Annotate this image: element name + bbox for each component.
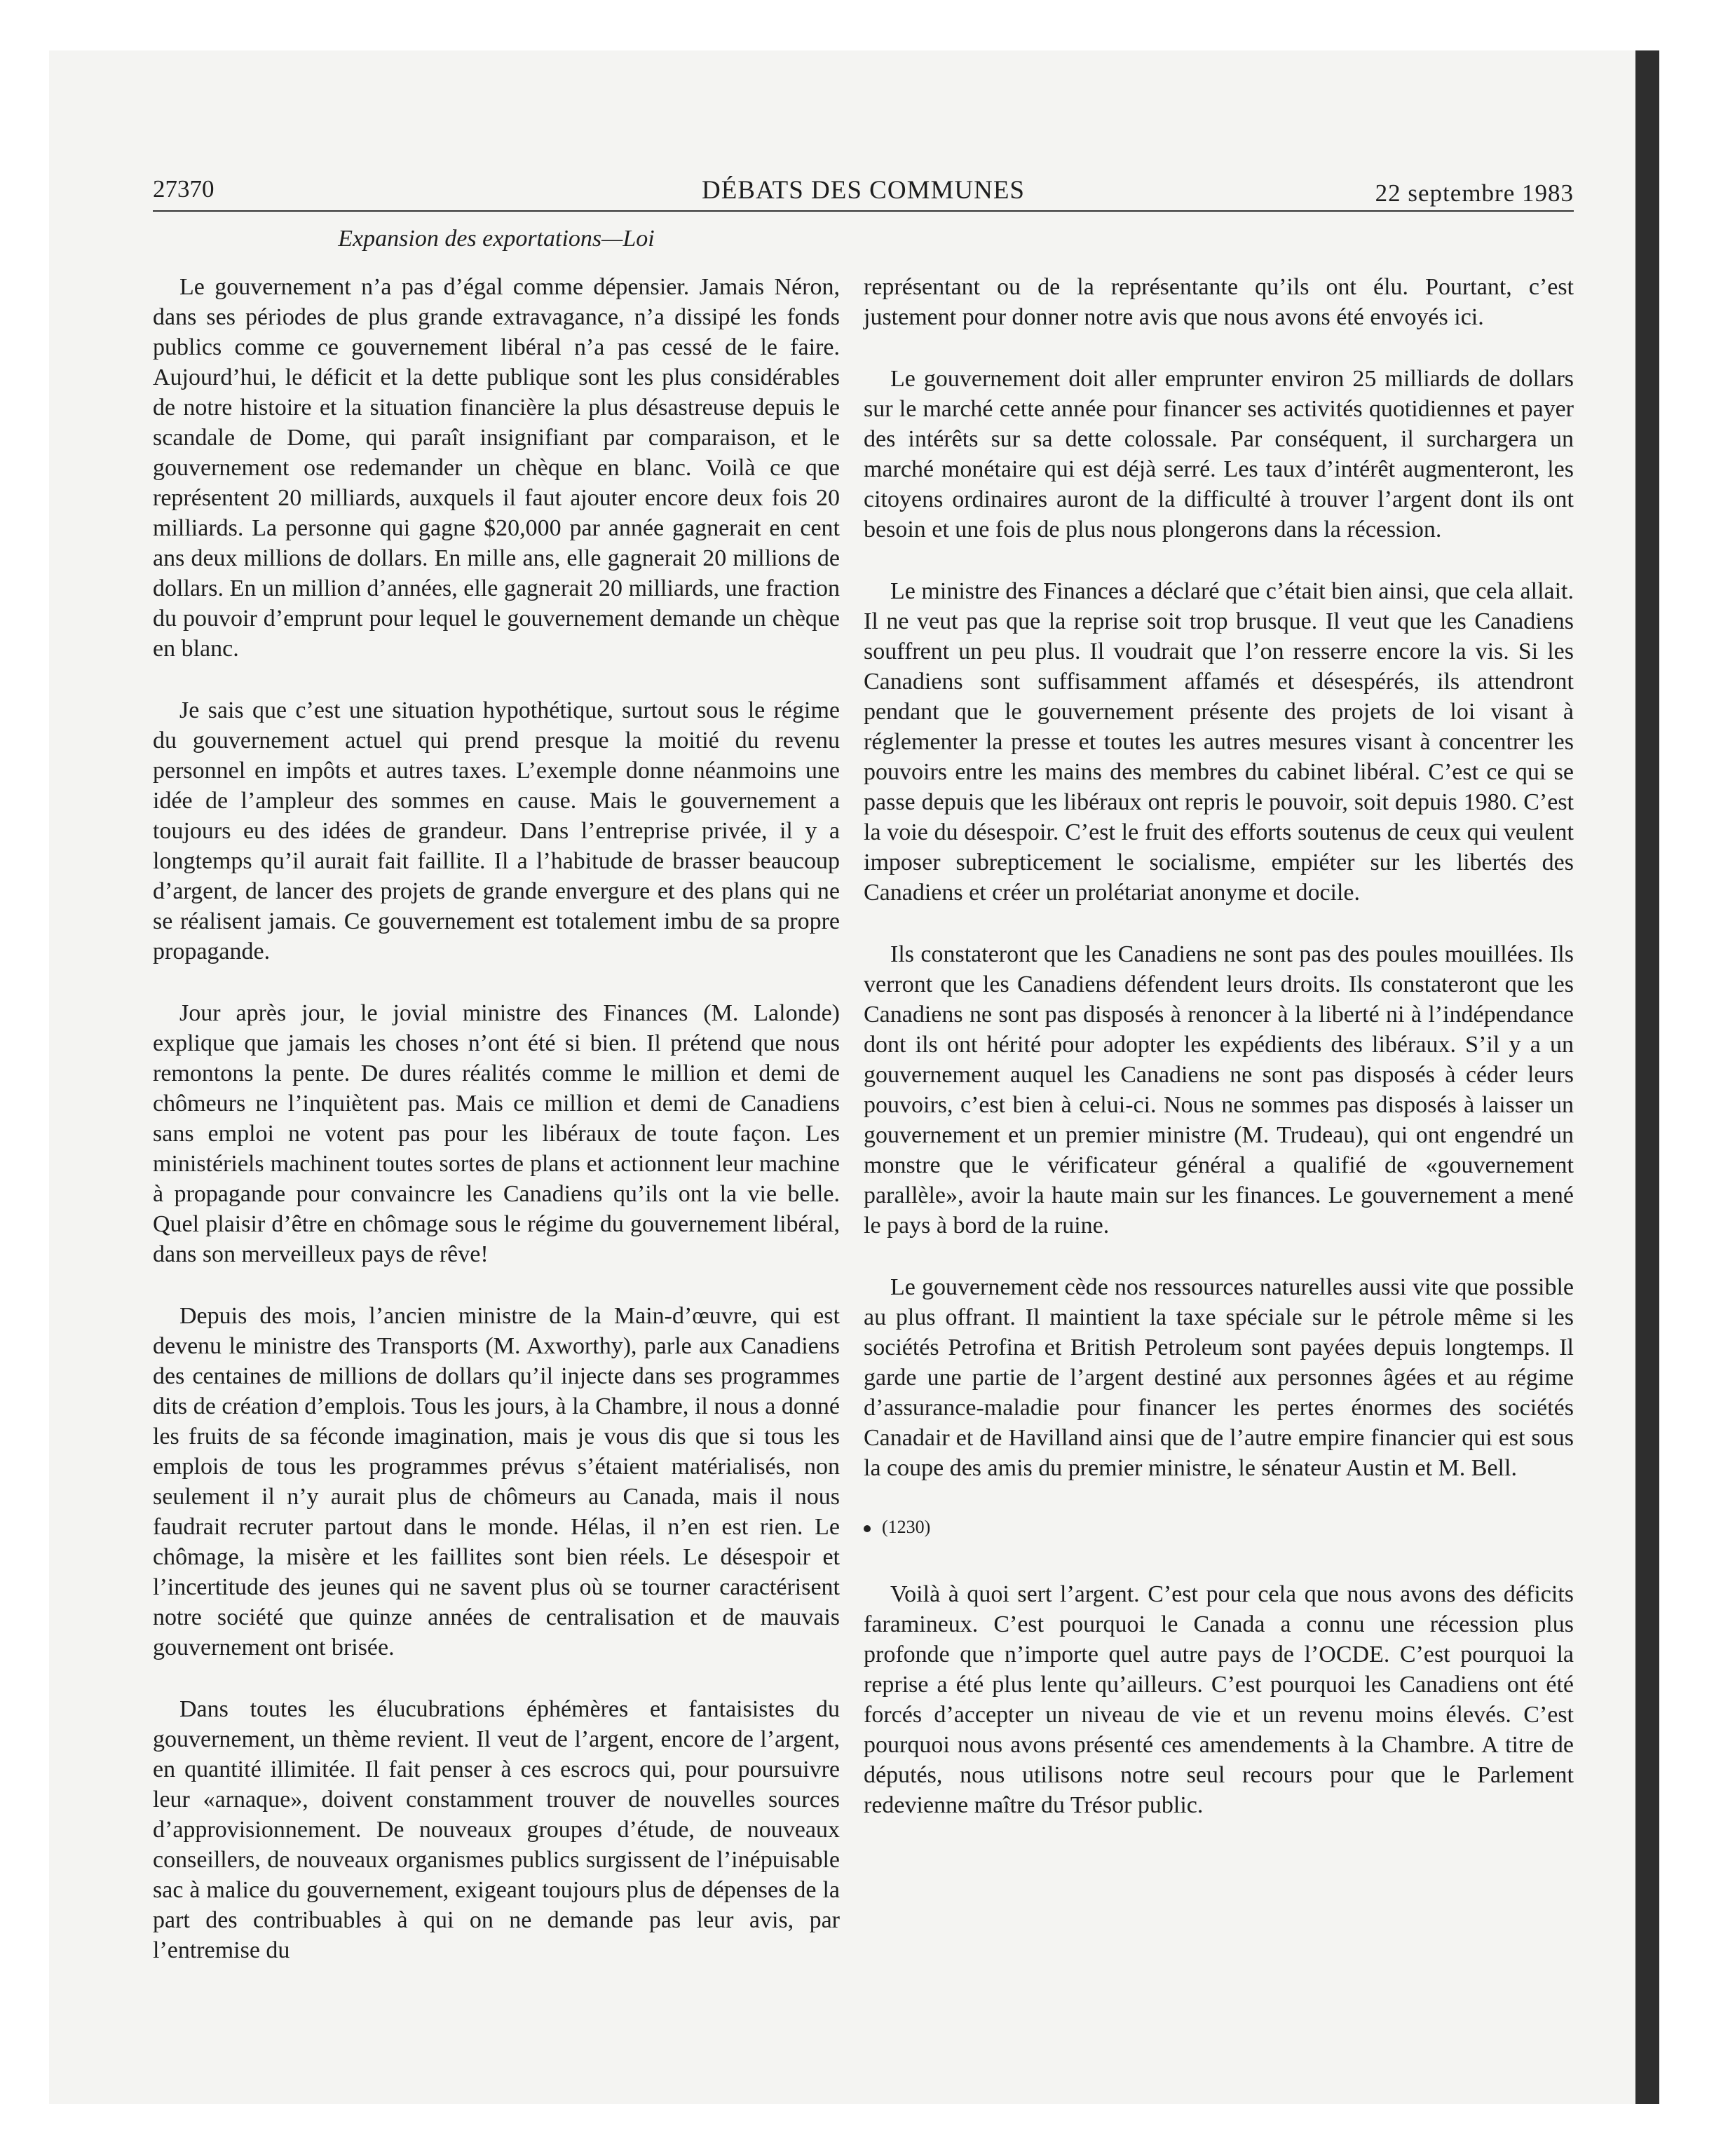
time-marker-label: (1230) xyxy=(882,1517,931,1537)
paragraph: Voilà à quoi sert l’argent. C’est pour cela que nous avons des déficits faramineux. C’est pourquoi le Canada a connu une récession plus profonde que n’importe quel autre pays de l’OCDE. C’est pourquoi la reprise a été plus lente qu’ailleurs. C’est pourquoi les Canadiens ont été forcés d’accepter un niveau de vie et un revenu moins élevés. C’est pourquoi nous avons présenté ces amendements à la Chambre. A titre de députés, nous utilisons notre seul recours pour que le Parlement redevienne maître du Trésor public. xyxy=(864,1581,1574,1818)
paragraph: Le gouvernement n’a pas d’égal comme dépensier. Jamais Néron, dans ses périodes de plus grande extravagance, n’a dissipé les fonds publics comme ce gouvernement libéral n’a pas cessé de le faire. Aujourd’hui, le déficit et la dette publique sont les plus considérables de notre histoire et la situation financière la plus désastreuse depuis le scandale de Dome, qui paraît insignifiant par comparaison, et le gouvernement ose redemander un chèque en blanc. Voilà ce que représentent 20 milliards, auxquels il faut ajouter encore deux fois 20 milliards. La personne qui gagne $20,000 par année gagnerait en cent ans deux millions de dollars. En mille ans, elle gagnerait 20 millions de dollars. En un million d’années, elle gagnerait 20 milliards, une fraction du pouvoir d’emprunt pour lequel le gouvernement demande un chèque en blanc. xyxy=(153,274,840,662)
page-header xyxy=(153,175,1574,212)
issue-date: 22 septembre 1983 xyxy=(1375,179,1574,207)
left-column xyxy=(153,272,840,1997)
paragraph: Depuis des mois, l’ancien ministre de la Main-d’œuvre, qui est devenu le ministre des Transports (M. Axworthy), parle aux Canadiens des centaines de millions de dollars qu’il injecte dans ses programmes dits de création d’emplois. Tous les jours, à la Chambre, il nous a donné les fruits de sa féconde imagination, mais je vous dis que si tous les emplois de tous les programmes prévus s’étaient matérialisés, non seulement il n’y aurait plus de chômeurs au Canada, mais il nous faudrait recruter partout dans le monde. Hélas, il n’en est rien. Le chômage, la misère et les faillites sont bien réels. Le désespoir et l’incertitude des jeunes qui ne savent plus où se tourner caractérisent notre société que quinze années de centralisation et de mauvais gouvernement ont brisée. xyxy=(153,1303,840,1660)
paragraph-continuation: représentant ou de la représentante qu’ils ont élu. Pourtant, c’est justement pour donner notre avis que nous avons été envoyés ici. xyxy=(864,274,1574,330)
time-marker xyxy=(864,1512,1574,1542)
paragraph: Le ministre des Finances a déclaré que c’était bien ainsi, que cela allait. Il ne veut pas que la reprise soit trop brusque. Il veut que les Canadiens souffrent un peu plus. Il voudrait que l’on resserre encore la vis. Si les Canadiens sont suffisamment affamés et désespérés, ils attendront pendant que le gouvernement présente des projets de loi visant à réglementer la presse et toutes les autres mesures visant à concentrer les pouvoirs entre les mains des membres du cabinet libéral. C’est ce qui se passe depuis que les libéraux ont repris le pouvoir, soit depuis 1980. C’est la voie du désespoir. C’est le fruit des efforts soutenus de ceux qui veulent imposer subrepticement le socialisme, empiéter sur les libertés des Canadiens et créer un prolétariat anonyme et docile. xyxy=(864,578,1574,906)
page-number: 27370 xyxy=(153,175,215,203)
paragraph: Ils constateront que les Canadiens ne sont pas des poules mouillées. Ils verront que les Canadiens défendent leurs droits. Ils constateront que les Canadiens ne sont pas disposés à renoncer à la liberté ni à l’indépendance dont ils ont hérité pour adopter les expédients des libéraux. S’il y a un gouvernement auquel les Canadiens ne sont pas disposés à céder leurs pouvoirs, c’est bien à celui-ci. Nous ne sommes pas disposés à laisser un gouvernement et un premier ministre (M. Trudeau), qui ont engendré un monstre que le vérificateur général a qualifié de «gouvernement parallèle», avoir la haute main sur les finances. Le gouvernement a mené le pays à bord de la ruine. xyxy=(864,941,1574,1239)
paragraph: Dans toutes les élucubrations éphémères et fantaisistes du gouvernement, un thème revient. Il veut de l’argent, encore de l’argent, en quantité illimitée. Il fait penser à ces escrocs qui, pour poursuivre leur «arnaque», doivent constamment trouver de nouvelles sources d’approvisionnement. De nouveaux groupes d’étude, de nouveaux conseillers, de nouveaux organismes publics surgissent de l’inépuisable sac à malice du gouvernement, exigeant toujours plus de dépenses de la part des contribuables à qui on ne demande pas leur avis, par l’entremise du xyxy=(153,1696,840,1963)
paragraph: Le gouvernement doit aller emprunter environ 25 milliards de dollars sur le marché cette année pour financer ses activités quotidiennes et payer des intérêts sur sa dette colossale. Par conséquent, il surchargera un marché monétaire qui est déjà serré. Les taux d’intérêt augmenteront, les citoyens ordinaires auront de la difficulté à trouver l’argent dont ils ont besoin et une fois de plus nous plongerons dans la récession. xyxy=(864,366,1574,543)
right-column xyxy=(864,272,1574,1852)
paragraph: Je sais que c’est une situation hypothétique, surtout sous le régime du gouvernement actuel qui prend presque la moitié du revenu personnel en impôts et autres taxes. L’exemple donne néanmoins une idée de l’ampleur des sommes en cause. Mais le gouvernement a toujours eu des idées de grandeur. Dans l’entreprise privée, il y a longtemps qu’il aurait fait faillite. Il a l’habitude de brasser beaucoup d’argent, de lancer des projets de grande envergure et des plans qui ne se réalisent jamais. Ce gouvernement est totalement imbu de sa propre propagande. xyxy=(153,697,840,964)
scan-edge-shadow xyxy=(1635,50,1659,2104)
journal-title: DÉBATS DES COMMUNES xyxy=(701,176,1025,205)
running-title: Expansion des exportations—Loi xyxy=(338,226,655,252)
paragraph: Le gouvernement cède nos ressources naturelles aussi vite que possible au plus offrant. Il maintient la taxe spéciale sur le pétrole même si les sociétés Petrofina et British Petroleum sont payées depuis longtemps. Il garde une partie de l’argent destiné aux personnes âgées et au régime d’assurance-maladie pour financer les pertes énormes des sociétés Canadair et de Havilland ainsi que de l’autre empire financier qui est sous la coupe des amis du premier ministre, le sénateur Austin et M. Bell. xyxy=(864,1274,1574,1481)
paragraph: Jour après jour, le jovial ministre des Finances (M. Lalonde) explique que jamais les choses n’ont été si bien. Il prétend que nous remontons la pente. De dures réalités comme le million et demi de chômeurs ne l’inquiètent pas. Mais ce million et demi de Canadiens sans emploi ne votent pas pour les libéraux de toute façon. Les ministériels machinent toutes sortes de plans et actionnent leur machine à propagande pour convaincre les Canadiens qu’ils ont la vie belle. Quel plaisir d’être en chômage sous le régime du gouvernement libéral, dans son merveilleux pays de rêve! xyxy=(153,1000,840,1267)
bullet-icon xyxy=(864,1525,871,1532)
